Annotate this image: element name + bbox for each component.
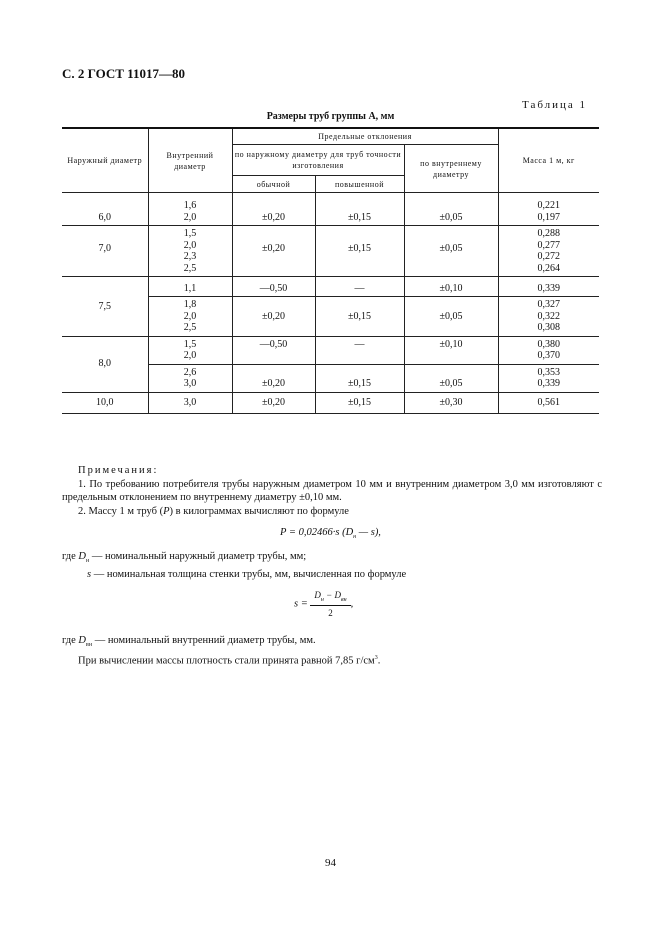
table-number: Таблица 1 xyxy=(522,99,588,111)
mass-cell: 0,380 0,370 xyxy=(498,336,599,364)
fraction: $\frac{D_н - D_{вн}}{2}$ xyxy=(310,590,350,618)
outer-cell: 10,0 xyxy=(62,392,148,413)
page-number: 94 xyxy=(325,857,336,869)
col-header-by-inner: по внутреннему диаметру xyxy=(404,145,498,193)
mass-cell: 0,561 xyxy=(498,392,599,413)
col-header-normal: обычной xyxy=(232,176,315,193)
def-outer-diameter: где $D_н$ — номинальный наружный диаметр трубы, мм; xyxy=(62,551,307,565)
thickness-formula: s = $\frac{D_н - D_{вн}}{2}$ , xyxy=(294,590,354,618)
table-row xyxy=(62,193,599,226)
col-header-inner: Внутренний диаметр xyxy=(148,128,232,193)
mass-cell: 0,353 0,339 xyxy=(498,364,599,392)
col-header-mass: Масса 1 м, кг xyxy=(498,128,599,193)
inner-dev-cell: ±0,30 xyxy=(404,392,498,413)
mass-cell: 0,327 0,322 0,308 xyxy=(498,297,599,337)
inner-dev-cell: ±0,05 xyxy=(404,364,498,392)
inner-dev-cell: ±0,10 xyxy=(404,336,498,364)
normal-cell: —0,50 xyxy=(232,336,315,364)
mass-cell: 0,339 xyxy=(498,277,599,297)
outer-cell: 7,5 xyxy=(62,277,148,337)
inner-cell: 1,8 2,0 2,5 xyxy=(148,297,232,337)
definitions-2 xyxy=(62,634,380,668)
pipe-dimensions-table xyxy=(62,127,599,414)
notes-section xyxy=(62,464,602,518)
mass-cell: 0,288 0,277 0,272 0,264 xyxy=(498,226,599,277)
increased-cell: ±0,15 xyxy=(315,193,404,226)
table-row xyxy=(62,226,599,277)
normal-cell: ±0,20 xyxy=(232,364,315,392)
mass-formula: P = 0,02466·s ($D_н$ — s), xyxy=(280,527,381,541)
normal-cell: ±0,20 xyxy=(232,392,315,413)
increased-cell: — xyxy=(315,277,404,297)
density-note: При вычислении массы плотность стали принята равной 7,85 $г/см^3$. xyxy=(78,655,381,667)
inner-cell: 3,0 xyxy=(148,392,232,413)
increased-cell: ±0,15 xyxy=(315,226,404,277)
inner-cell: 1,5 2,0 2,3 2,5 xyxy=(148,226,232,277)
table-row xyxy=(62,277,599,297)
col-header-outer: Наружный диаметр xyxy=(62,128,148,193)
increased-cell: — xyxy=(315,336,404,364)
normal-cell: —0,50 xyxy=(232,277,315,297)
normal-cell: ±0,20 xyxy=(232,193,315,226)
outer-cell: 8,0 xyxy=(62,336,148,392)
note-2: 2. Массу 1 м труб (Р) в килограммах вычисляют по формуле xyxy=(78,505,349,517)
col-header-limits: Предельные отклонения xyxy=(232,128,498,145)
increased-cell: ±0,15 xyxy=(315,364,404,392)
table-row xyxy=(62,336,599,364)
normal-cell: ±0,20 xyxy=(232,226,315,277)
inner-cell: 2,6 3,0 xyxy=(148,364,232,392)
increased-cell: ±0,15 xyxy=(315,392,404,413)
outer-cell: 7,0 xyxy=(62,226,148,277)
increased-cell: ±0,15 xyxy=(315,297,404,337)
def-inner-diameter: где $D_{вн}$ — номинальный внутренний диаметр трубы, мм. xyxy=(62,635,316,649)
col-header-by-outer: по наружному диаметру для труб точности изготовления xyxy=(232,145,404,176)
notes-title: Примечания: xyxy=(78,465,159,476)
col-header-increased: повышенной xyxy=(315,176,404,193)
table-row xyxy=(62,392,599,413)
mass-cell: 0,221 0,197 xyxy=(498,193,599,226)
page-header: С. 2 ГОСТ 11017—80 xyxy=(62,66,185,81)
note-1: 1. По требованию потребителя трубы наружным диаметром 10 мм и внутренним диаметром 3,0 мм изготовляют с предельным отклонением по внутреннему диаметру ±0,10 мм. xyxy=(62,478,602,503)
normal-cell: ±0,20 xyxy=(232,297,315,337)
inner-cell: 1,5 2,0 xyxy=(148,336,232,364)
outer-cell: 6,0 xyxy=(62,193,148,226)
inner-dev-cell: ±0,05 xyxy=(404,193,498,226)
table-title: Размеры труб группы А, мм xyxy=(266,111,395,122)
inner-dev-cell: ±0,05 xyxy=(404,226,498,277)
inner-dev-cell: ±0,05 xyxy=(404,297,498,337)
definitions-1 xyxy=(62,550,406,581)
inner-dev-cell: ±0,10 xyxy=(404,277,498,297)
inner-cell: 1,1 xyxy=(148,277,232,297)
def-wall-thickness: s — номинальная толщина стенки трубы, мм, вычисленная по формуле xyxy=(87,569,407,581)
inner-cell: 1,6 2,0 xyxy=(148,193,232,226)
